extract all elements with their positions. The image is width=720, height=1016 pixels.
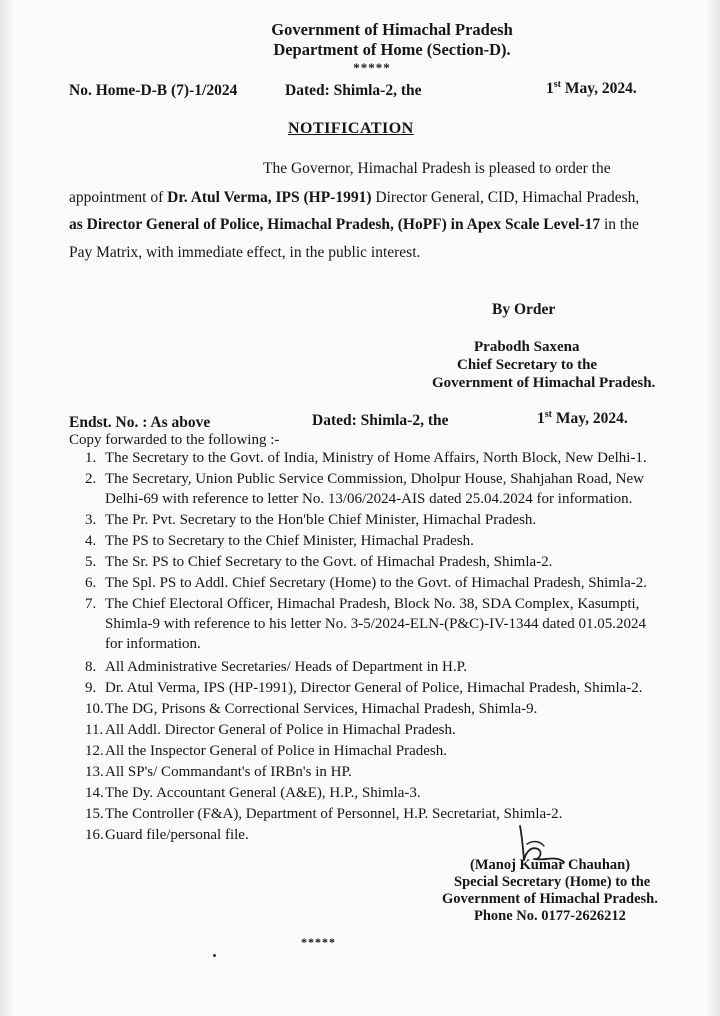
distribution-item-text: The Sr. PS to Chief Secretary to the Govt. of Himachal Pradesh, Shimla-2. — [105, 554, 553, 570]
distribution-item-number: 16. — [85, 827, 104, 843]
distribution-item-number: 12. — [85, 743, 104, 759]
page-shadow-left — [0, 0, 14, 1016]
header-stars: ***** — [353, 60, 391, 75]
body-line-4: Pay Matrix, with immediate effect, in the public interest. — [69, 244, 421, 261]
endorsement-number: Endst. No. : As above — [69, 414, 211, 431]
body-line-1: The Governor, Himachal Pradesh is pleased to order the — [263, 160, 611, 177]
endorsement-date — [537, 410, 628, 428]
distribution-item-number: 8. — [85, 659, 97, 675]
distribution-item-number: 2. — [85, 471, 97, 487]
reference-day-suffix: st — [553, 79, 561, 90]
distribution-item-number: 11. — [85, 722, 104, 738]
government-heading: Government of Himachal Pradesh — [271, 20, 513, 39]
body-text: Director General, CID, Himachal Pradesh, — [371, 189, 640, 206]
distribution-item-number: 1. — [85, 450, 97, 466]
officer-name: Dr. Atul Verma, IPS (HP-1991) — [167, 189, 372, 206]
distribution-item-number: 9. — [85, 680, 97, 696]
distribution-item-text: Delhi-69 with reference to letter No. 13/06/2024-AIS dated 25.04.2024 for information. — [105, 491, 633, 507]
chief-secretary-designation: Chief Secretary to the — [457, 357, 598, 373]
distribution-item-text: The Dy. Accountant General (A&E), H.P., Shimla-3. — [105, 785, 421, 801]
reference-month-year: May, 2024. — [560, 80, 637, 97]
department-heading: Department of Home (Section-D). — [273, 40, 511, 59]
body-line-2 — [69, 189, 639, 207]
appointment-post: as Director General of Police, Himachal Pradesh, (HoPF) in Apex Scale Level-17 — [69, 216, 601, 233]
signatory-government: Government of Himachal Pradesh. — [442, 891, 658, 907]
distribution-item-number: 13. — [85, 764, 104, 780]
distribution-item-number: 14. — [85, 785, 104, 801]
endorsement-month-year: May, 2024. — [551, 410, 628, 427]
distribution-item-text: The Secretary to the Govt. of India, Ministry of Home Affairs, North Block, New Delhi-1. — [105, 450, 647, 466]
distribution-item-text: The PS to Secretary to the Chief Minister, Himachal Pradesh. — [105, 533, 474, 549]
distribution-item-text: Dr. Atul Verma, IPS (HP-1991), Director General of Police, Himachal Pradesh, Shimla-2. — [105, 680, 643, 696]
page-speck — [213, 954, 216, 957]
distribution-item-text: Shimla-9 with reference to his letter No. 3-5/2024-ELN-(P&C)-IV-1344 dated 01.05.2024 — [105, 616, 646, 632]
signatory-designation: Special Secretary (Home) to the — [454, 874, 651, 890]
distribution-item-text: The Secretary, Union Public Service Commission, Dholpur House, Shahjahan Road, New — [105, 471, 644, 487]
chief-secretary-government: Government of Himachal Pradesh. — [432, 375, 656, 391]
distribution-item-number: 3. — [85, 512, 97, 528]
distribution-item-text: Guard file/personal file. — [105, 827, 249, 843]
distribution-item-number: 4. — [85, 533, 97, 549]
endorsement-dated: Dated: Shimla-2, the — [312, 412, 449, 429]
reference-number: No. Home-D-B (7)-1/2024 — [69, 82, 238, 99]
reference-date — [546, 80, 637, 98]
distribution-item-text: All Administrative Secretaries/ Heads of Department in H.P. — [105, 659, 467, 675]
copy-forwarded-label: Copy forwarded to the following :- — [69, 432, 280, 448]
signatory-phone: Phone No. 0177-2626212 — [474, 908, 626, 924]
signatory-name: (Manoj Kumar Chauhan) — [470, 857, 631, 873]
distribution-item-number: 15. — [85, 806, 104, 822]
distribution-item-text: The Spl. PS to Addl. Chief Secretary (Home) to the Govt. of Himachal Pradesh, Shimla-2. — [105, 575, 647, 591]
body-text: appointment of — [69, 189, 168, 206]
distribution-item-number: 7. — [85, 596, 97, 612]
reference-dated: Dated: Shimla-2, the — [285, 82, 422, 99]
distribution-item-text: The Chief Electoral Officer, Himachal Pradesh, Block No. 38, SDA Complex, Kasumpti, — [105, 596, 640, 612]
distribution-item-text: All Addl. Director General of Police in Himachal Pradesh. — [105, 722, 456, 738]
reference-day: 1 — [546, 80, 554, 97]
page-shadow-right — [706, 0, 720, 1016]
body-text: in the — [600, 216, 639, 233]
notification-title: NOTIFICATION — [288, 120, 414, 137]
distribution-item-text: The DG, Prisons & Correctional Services, Himachal Pradesh, Shimla-9. — [105, 701, 538, 717]
distribution-item-number: 10. — [85, 701, 104, 717]
endorsement-day: 1 — [537, 410, 545, 427]
footer-stars: ***** — [301, 935, 336, 949]
body-line-3 — [69, 216, 639, 234]
distribution-item-text: The Controller (F&A), Department of Personnel, H.P. Secretariat, Shimla-2. — [105, 806, 563, 822]
distribution-item-number: 5. — [85, 554, 97, 570]
by-order-label: By Order — [492, 301, 556, 318]
distribution-item-text: All the Inspector General of Police in Himachal Pradesh. — [105, 743, 447, 759]
endorsement-day-suffix: st — [544, 409, 552, 420]
distribution-item-text: for information. — [105, 636, 201, 652]
distribution-item-text: The Pr. Pvt. Secretary to the Hon'ble Chief Minister, Himachal Pradesh. — [105, 512, 537, 528]
distribution-item-text: All SP's/ Commandant's of IRBn's in HP. — [105, 764, 352, 780]
distribution-item-number: 6. — [85, 575, 97, 591]
chief-secretary-name: Prabodh Saxena — [474, 339, 580, 355]
